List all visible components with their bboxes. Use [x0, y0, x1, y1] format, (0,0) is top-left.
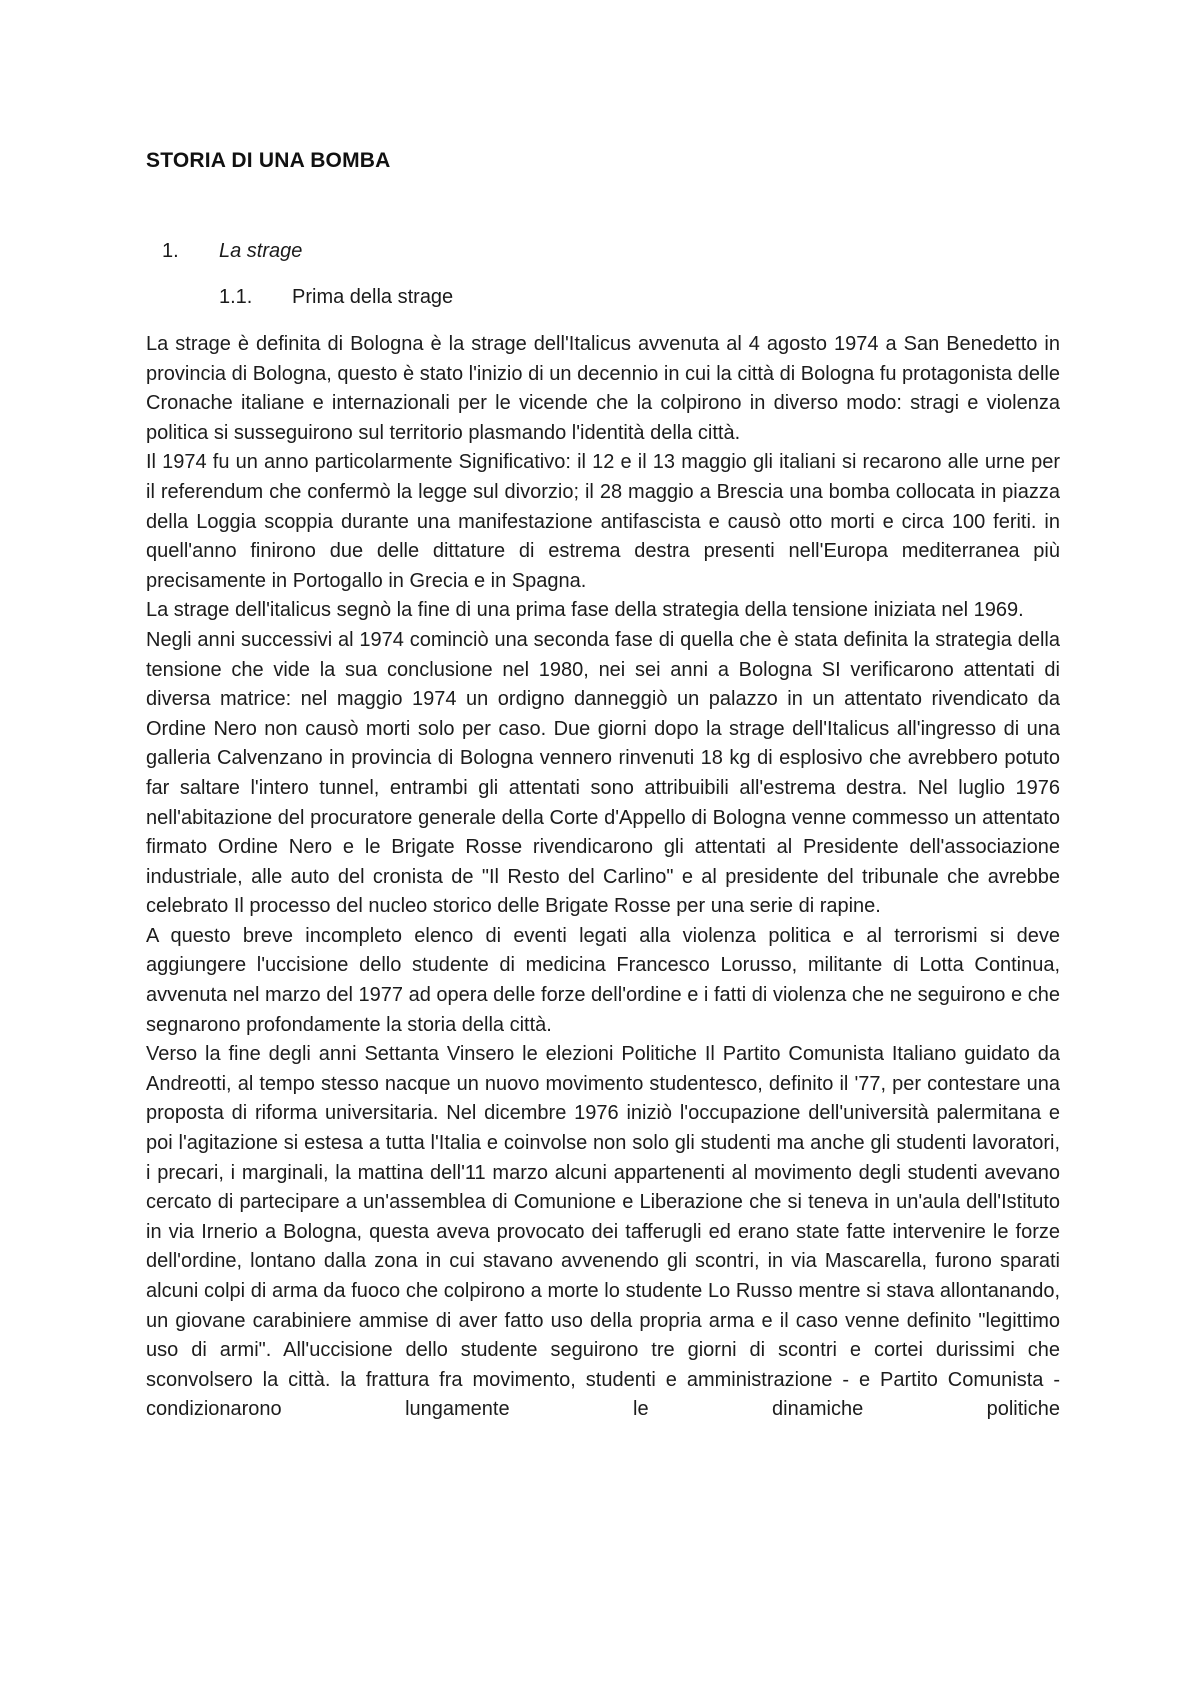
- paragraph: Verso la fine degli anni Settanta Vinsero le elezioni Politiche Il Partito Comunista Italiano guidato da Andreotti, al tempo stesso nacque un nuovo movimento studentesco, definito il '77, per contestare una proposta di riforma universitaria. Nel dicembre 1976 iniziò l'occupazione dell'università palermitana e poi l'agitazione si estesa a tutta l'Italia e coinvolse non solo gli studenti ma anche gli studenti lavoratori, i precari, i marginali, la mattina dell'11 marzo alcuni appartenenti al movimento degli studenti avevano cercato di partecipare a un'assemblea di Comunione e Liberazione che si teneva in un'aula dell'Istituto in via Irnerio a Bologna, questa aveva provocato dei tafferugli ed erano state fatte intervenire le forze dell'ordine, lontano dalla zona in cui stavano avvenendo gli scontri, in via Mascarella, furono sparati alcuni colpi di arma da fuoco che colpirono a morte lo studente Lo Russo mentre si stava allontanando, un giovane carabiniere ammise di aver fatto uso della propria arma e il caso venne definito "legittimo uso di armi". All'uccisione dello studente seguirono tre giorni di scontri e cortei durissimi che sconvolsero la città. la frattura fra movimento, studenti e amministrazione - e Partito Comunista - condizionarono lungamente le dinamiche politiche: [146, 1043, 1060, 1421]
- paragraph: La strage dell'italicus segnò la fine di una prima fase della strategia della tensione iniziata nel 1969.: [146, 599, 1024, 622]
- document-title: STORIA DI UNA BOMBA: [146, 149, 391, 172]
- paragraph: La strage è definita di Bologna è la strage dell'Italicus avvenuta al 4 agosto 1974 a San Benedetto in provincia di Bologna, questo è stato l'inizio di un decennio in cui la città di Bologna fu protagonista delle Cronache italiane e internazionali per le vicende che la colpirono in diverso modo: stragi e violenza politica si susseguirono sul territorio plasmando l'identità della città.: [146, 333, 1060, 444]
- section-heading: [146, 238, 1060, 264]
- section-title: La strage: [219, 240, 303, 262]
- paragraph: Il 1974 fu un anno particolarmente Significativo: il 12 e il 13 maggio gli italiani si recarono alle urne per il referendum che confermò la legge sul divorzio; il 28 maggio a Brescia una bomba collocata in piazza della Loggia scoppia durante una manifestazione antifascista e causò otto morti e circa 100 feriti. in quell'anno finirono due delle dittature di estrema destra presenti nell'Europa mediterranea più precisamente in Portogallo in Grecia e in Spagna.: [146, 451, 1060, 592]
- section-number: 1.: [162, 240, 179, 262]
- paragraph: A questo breve incompleto elenco di eventi legati alla violenza politica e al terrorismi si deve aggiungere l'uccisione dello studente di medicina Francesco Lorusso, militante di Lotta Continua, avvenuta nel marzo del 1977 ad opera delle forze dell'ordine e i fatti di violenza che ne seguirono e che segnarono profondamente la storia della città.: [146, 924, 1060, 1036]
- body-text: [146, 330, 1060, 1425]
- subsection-number: 1.1.: [219, 286, 253, 308]
- subsection-heading: [146, 284, 1060, 310]
- subsection-title: Prima della strage: [292, 286, 454, 308]
- paragraph: Negli anni successivi al 1974 cominciò una seconda fase di quella che è stata definita la strategia della tensione che vide la sua conclusione nel 1980, nei sei anni a Bologna SI verificarono attentati di diversa matrice: nel maggio 1974 un ordigno danneggiò un palazzo in un attentato rivendicato da Ordine Nero non causò morti solo per caso. Due giorni dopo la strage dell'Italicus all'ingresso di una galleria Calvenzano in provincia di Bologna vennero rinvenuti 18 kg di esplosivo che avrebbero potuto far saltare l'intero tunnel, entrambi gli attentati sono attribuibili all'estrema destra. Nel luglio 1976 nell'abitazione del procuratore generale della Corte d'Appello di Bologna venne commesso un attentato firmato Ordine Nero e le Brigate Rosse rivendicarono gli attentati al Presidente dell'associazione industriale, alle auto del cronista de "Il Resto del Carlino" e al presidente del tribunale che avrebbe celebrato Il processo del nucleo storico delle Brigate Rosse per una serie di rapine.: [146, 628, 1060, 918]
- document-content: [146, 140, 1060, 1425]
